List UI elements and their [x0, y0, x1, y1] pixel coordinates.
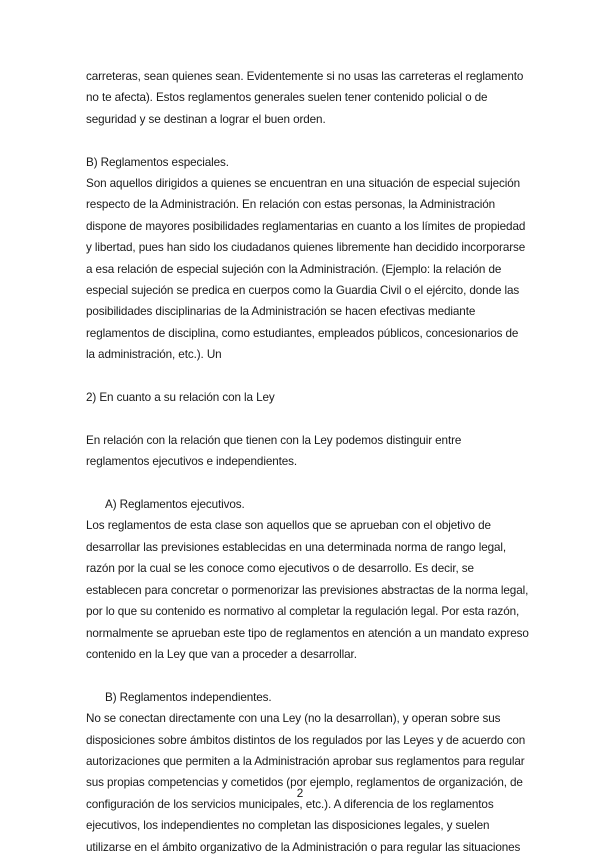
- text-line: razón por la cual se les conoce como ejecutivos o de desarrollo. Es decir, se: [86, 562, 474, 576]
- page-body: [86, 66, 529, 858]
- paragraph-relacion-ley: [86, 430, 522, 473]
- text-line: Los reglamentos de esta clase son aquellos que se aprueban con el objetivo de: [86, 519, 491, 533]
- text-line: utilizarse en el ámbito organizativo de la Administración o para regular las situaciones: [86, 840, 521, 854]
- text-line: reglamentos de disciplina, como estudiantes, empleados públicos, concesionarios de: [86, 326, 519, 340]
- section-heading-relacion-ley: 2) En cuanto a su relación con la Ley: [86, 391, 275, 405]
- section-heading-ejecutivos: A) Reglamentos ejecutivos.: [105, 498, 245, 512]
- text-line: establecen para concretar o pormenorizar las previsiones abstractas de la norma legal,: [86, 583, 529, 597]
- text-line: especial sujeción se predica en cuerpos como la Guardia Civil o el ejército, donde las: [86, 284, 520, 298]
- paragraph-spacer: [86, 665, 522, 686]
- text-line: por lo que su contenido es normativo al completar la regulación legal. Por esta razón,: [86, 605, 520, 619]
- heading-relacion-ley: [86, 387, 522, 408]
- text-line: carreteras, sean quienes sean. Evidentemente si no usas las carreteras el reglamento: [86, 70, 524, 83]
- text-line: contenido en la Ley que van a proceder a desarrollar.: [86, 647, 357, 661]
- text-line: posibilidades disciplinarias de la Administración se hacen efectivas mediante: [86, 305, 476, 319]
- text-line: dispone de mayores posibilidades reglamentarias en cuanto a los límites de propiedad: [86, 219, 526, 233]
- text-line: autorizaciones que permiten a la Administración aprobar sus reglamentos para regular: [86, 754, 525, 768]
- text-line: respecto de la Administración. En relación con estas personas, la Administración: [86, 198, 496, 212]
- paragraph-spacer: [86, 130, 522, 151]
- paragraph-independientes: [86, 687, 526, 858]
- paragraph-spacer: [86, 366, 522, 387]
- text-line: la administración, etc.). Un: [86, 348, 222, 362]
- page-number: 2: [296, 787, 304, 800]
- paragraph-especiales: [86, 152, 526, 366]
- text-line: reglamentos ejecutivos e independientes.: [86, 455, 298, 469]
- text-line: y libertad, pues han sido los ciudadanos quienes libremente han decidido incorporarse: [86, 241, 526, 255]
- text-line: En relación con la relación que tienen con la Ley podemos distinguir entre: [86, 433, 462, 447]
- paragraph-intro-general: [86, 66, 522, 130]
- text-line: no te afecta). Estos reglamentos generales suelen tener contenido policial o de: [86, 91, 488, 105]
- section-heading-independientes: B) Reglamentos independientes.: [105, 690, 272, 704]
- text-line: configuración de los servicios municipales, etc.). A diferencia de los reglamentos: [86, 797, 494, 811]
- text-line: sus propias competencias y cometidos (por ejemplo, reglamentos de organización, de: [86, 776, 523, 790]
- text-line: No se conectan directamente con una Ley (no la desarrollan), y operan sobre sus: [86, 712, 501, 726]
- paragraph-ejecutivos: [86, 494, 529, 665]
- text-line: normalmente se aprueban este tipo de reglamentos en atención a un mandato expreso: [86, 626, 529, 640]
- text-line: a esa relación de especial sujeción con la Administración. (Ejemplo: la relación de: [86, 262, 502, 276]
- text-line: desarrollar las previsiones establecidas en una determinada norma de rango legal,: [86, 540, 507, 554]
- section-heading-especiales: B) Reglamentos especiales.: [86, 155, 229, 169]
- paragraph-spacer: [86, 408, 522, 429]
- text-line: disposiciones sobre ámbitos distintos de los regulados por las Leyes y de acuerdo con: [86, 733, 526, 747]
- paragraph-spacer: [86, 473, 522, 494]
- text-line: seguridad y se destinan a lograr el buen orden.: [86, 112, 326, 126]
- text-line: ejecutivos, los independientes no completan las disposiciones legales, y suelen: [86, 819, 490, 833]
- text-line: Son aquellos dirigidos a quienes se encuentran en una situación de especial sujeción: [86, 177, 521, 191]
